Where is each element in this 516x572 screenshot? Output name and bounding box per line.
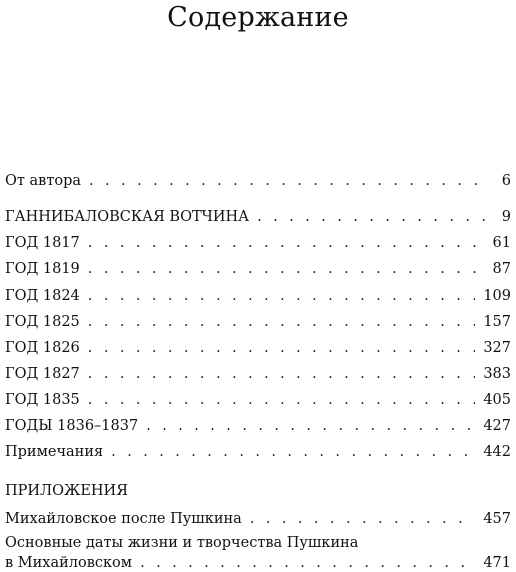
dot-leader [250,510,475,528]
toc-entry-label: Примечания [5,444,104,460]
toc-entry-page: 6 [501,173,511,189]
toc-entry-gody-1836-1837 [5,415,511,435]
appendix-heading: ПРИЛОЖЕНИЯ [5,483,128,499]
toc-entry-osnovnye-daty [5,552,511,572]
toc-entry-label: Михайловское после Пушкина [5,511,242,527]
toc-entry-god-1824 [5,285,511,305]
toc-entry-god-1819 [5,258,511,278]
toc-entry-god-1817 [5,232,511,252]
toc-entry-page: 109 [483,288,511,304]
toc-entry-page: 383 [483,366,511,382]
toc-entry-label: ГОД 1826 [5,340,80,356]
toc-entry-page: 327 [483,340,511,356]
dot-leader [257,208,485,226]
toc-entry-label-line1: Основные даты жизни и творчества Пушкина [5,535,359,551]
toc-entry-page: 405 [483,392,511,408]
toc-entry-label: ГОД 1817 [5,235,80,251]
page-title: Содержание [167,2,349,33]
toc-entry-label: ГОД 1825 [5,314,80,330]
toc-entry-label: ГОД 1819 [5,261,80,277]
dot-leader [89,172,485,190]
toc-entry-page: 457 [483,511,511,527]
toc-entry-page: 442 [483,444,511,460]
toc-entry-page: 471 [483,555,511,571]
toc-entry-page: 61 [492,235,511,251]
dot-leader [88,365,476,383]
dot-leader [88,260,485,278]
toc-entry-label: ГАННИБАЛОВСКАЯ ВОТЧИНА [5,209,250,225]
toc-entry-god-1825 [5,311,511,331]
dot-leader [146,417,475,435]
dot-leader [140,554,475,572]
toc-entry-label: ГОД 1827 [5,366,80,382]
toc-entry-label: ГОД 1835 [5,392,80,408]
toc-entry-ot-avtora [5,170,511,190]
dot-leader [88,313,476,331]
toc-entry-god-1827 [5,363,511,383]
dot-leader [111,443,475,461]
toc-entry-label: в Михайловском [5,555,133,571]
toc-entry-page: 87 [492,261,511,277]
toc-entry-label: От автора [5,173,82,189]
dot-leader [88,339,476,357]
toc-entry-mikhaylovskoe-posle-pushkina [5,508,511,528]
toc-entry-god-1826 [5,337,511,357]
toc-entry-primechaniya [5,441,511,461]
dot-leader [88,234,485,252]
toc-entry-label: ГОДЫ 1836–1837 [5,418,139,434]
dot-leader [88,391,476,409]
toc-entry-label: ГОД 1824 [5,288,80,304]
dot-leader [88,287,476,305]
toc-entry-page: 157 [483,314,511,330]
toc-entry-god-1835 [5,389,511,409]
toc-entry-page: 427 [483,418,511,434]
toc-entry-gannibalovskaya-votchina [5,206,511,226]
toc-entry-page: 9 [501,209,511,225]
